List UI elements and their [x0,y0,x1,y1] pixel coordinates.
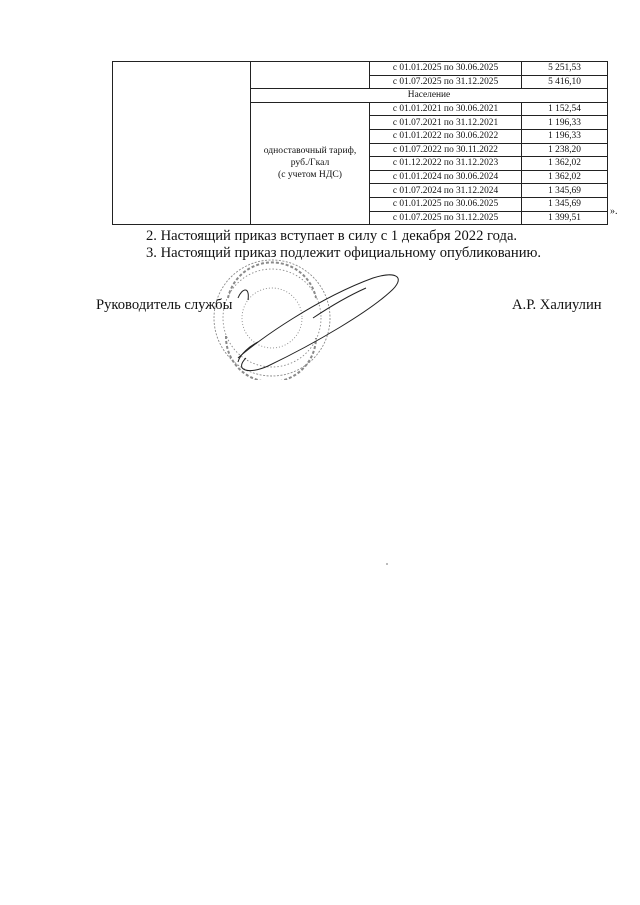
tariff-label-line: руб./Гкал [290,157,330,169]
empty-cell [113,62,251,225]
tariff-table [112,61,608,225]
closing-quote: ». [610,206,618,217]
table-row [113,62,608,76]
value-cell: 1 362,02 [522,157,608,171]
value-cell: 1 152,54 [522,102,608,116]
scan-speck [386,563,388,565]
section-header: Население [251,89,608,103]
period-cell: с 01.07.2025 по 31.12.2025 [370,75,522,89]
official-stamp-icon [198,258,408,380]
value-cell: 1 345,69 [522,184,608,198]
tariff-label-line: (с учетом НДС) [278,169,342,181]
period-cell: с 01.01.2025 по 30.06.2025 [370,197,522,211]
empty-cell [251,62,370,89]
period-cell: с 01.01.2024 по 30.06.2024 [370,170,522,184]
period-cell: с 01.01.2022 по 30.06.2022 [370,129,522,143]
period-cell: с 01.07.2024 по 31.12.2024 [370,184,522,198]
signature-title: Руководитель службы [96,297,233,313]
paragraph-2: 2. Настоящий приказ вступает в силу с 1 декабря 2022 года. [146,228,518,244]
period-cell: с 01.07.2022 по 30.11.2022 [370,143,522,157]
period-cell: с 01.12.2022 по 31.12.2023 [370,157,522,171]
value-cell: 1 345,69 [522,197,608,211]
value-cell: 5 416,10 [522,75,608,89]
period-cell: с 01.07.2021 по 31.12.2021 [370,116,522,130]
period-cell: с 01.07.2025 по 31.12.2025 [370,211,522,225]
value-cell: 1 399,51 [522,211,608,225]
tariff-label-line: одноставочный тариф, [263,145,357,157]
period-cell: с 01.01.2025 по 30.06.2025 [370,62,522,76]
paragraph-3: 3. Настоящий приказ подлежит официальному опубликованию. [146,245,542,261]
value-cell: 1 362,02 [522,170,608,184]
value-cell: 1 238,20 [522,143,608,157]
value-cell: 1 196,33 [522,116,608,130]
tariff-label-cell [251,102,370,224]
signature-name: А.Р. Халиулин [512,297,602,313]
value-cell: 5 251,53 [522,62,608,76]
value-cell: 1 196,33 [522,129,608,143]
period-cell: с 01.01.2021 по 30.06.2021 [370,102,522,116]
